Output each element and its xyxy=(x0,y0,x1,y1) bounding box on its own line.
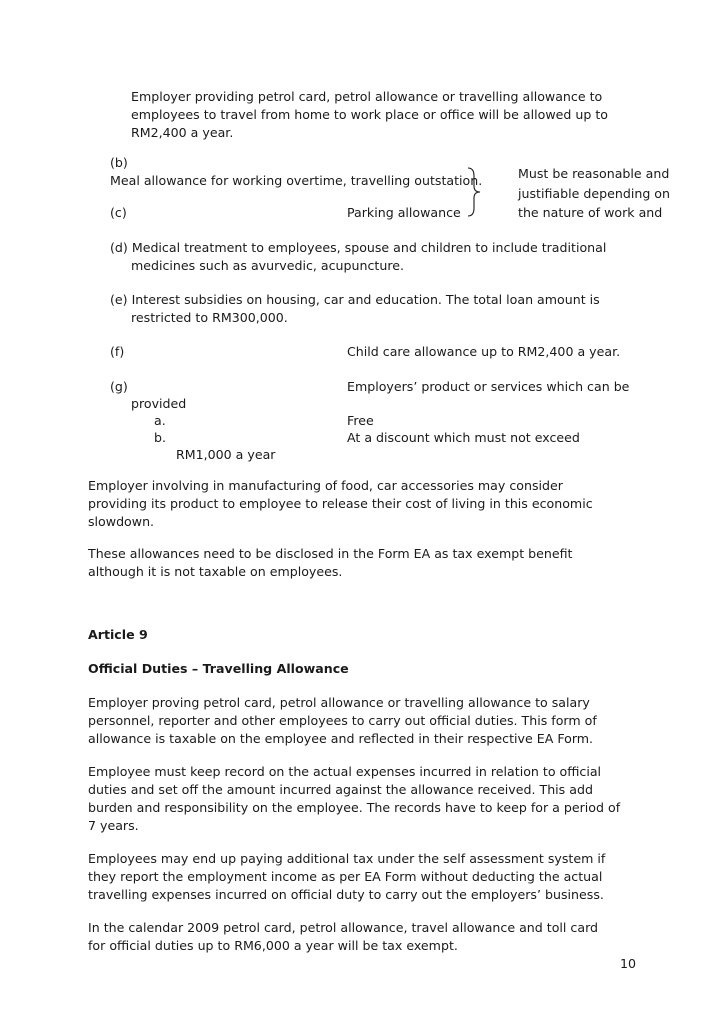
para-disclosure-line-1: These allowances need to be disclosed in the Form EA as tax exempt benefit xyxy=(88,546,573,561)
item-g-cont: provided xyxy=(131,396,187,411)
item-g-marker: (g) xyxy=(110,379,128,394)
item-g-sub-a-marker: a. xyxy=(154,413,166,428)
item-b-text: Meal allowance for working overtime, travelling outstation. xyxy=(110,173,483,188)
brace-note-line-3: the nature of work and xyxy=(518,205,663,220)
item-g-sub-b-cont: RM1,000 a year xyxy=(176,447,276,462)
item-g-text: Employers’ product or services which can be xyxy=(347,379,630,394)
brace-note-line-1: Must be reasonable and xyxy=(518,166,670,181)
para-official-line-3: allowance is taxable on the employee and reflected in their respective EA Form. xyxy=(88,731,594,746)
para-self-assessment-line-2: they report the employment income as per EA Form without deducting the actual xyxy=(88,869,603,884)
curly-brace xyxy=(464,166,484,218)
section-heading: Official Duties – Travelling Allowance xyxy=(88,661,349,676)
item-g-sub-b-marker: b. xyxy=(154,430,166,445)
intro-line-1: Employer providing petrol card, petrol allowance or travelling allowance to xyxy=(131,89,603,104)
item-e-line-2: restricted to RM300,000. xyxy=(131,310,288,325)
brace-note-line-2: justifiable depending on xyxy=(518,186,670,201)
para-records-line-4: 7 years. xyxy=(88,818,139,833)
item-g-sub-a-text: Free xyxy=(347,413,374,428)
page-number: 10 xyxy=(620,956,637,971)
para-manufacturing-line-1: Employer involving in manufacturing of food, car accessories may consider xyxy=(88,478,563,493)
para-manufacturing-line-2: providing its product to employee to release their cost of living in this economic xyxy=(88,496,593,511)
item-d-line-2: medicines such as avurvedic, acupuncture. xyxy=(131,258,404,273)
item-g-sub-b-text: At a discount which must not exceed xyxy=(347,430,580,445)
item-b-marker: (b) xyxy=(110,155,128,170)
intro-line-2: employees to travel from home to work place or office will be allowed up to xyxy=(131,107,609,122)
item-c-text: Parking allowance xyxy=(347,205,461,220)
para-2009-line-1: In the calendar 2009 petrol card, petrol allowance, travel allowance and toll card xyxy=(88,920,599,935)
para-self-assessment-line-3: travelling expenses incurred on official duty to carry out the employers’ business. xyxy=(88,887,604,902)
para-records-line-3: burden and responsibility on the employee. The records have to keep for a period of xyxy=(88,800,621,815)
para-records-line-2: duties and set off the amount incurred against the allowance received. This add xyxy=(88,782,593,797)
item-d-line-1: (d) Medical treatment to employees, spouse and children to include traditional xyxy=(110,240,607,255)
para-official-line-2: personnel, reporter and other employees to carry out official duties. This form of xyxy=(88,713,597,728)
item-f-marker: (f) xyxy=(110,344,125,359)
para-self-assessment-line-1: Employees may end up paying additional tax under the self assessment system if xyxy=(88,851,606,866)
item-c-marker: (c) xyxy=(110,205,127,220)
intro-line-3: RM2,400 a year. xyxy=(131,125,234,140)
para-disclosure-line-2: although it is not taxable on employees. xyxy=(88,564,343,579)
para-official-line-1: Employer proving petrol card, petrol allowance or travelling allowance to salary xyxy=(88,695,590,710)
item-f-text: Child care allowance up to RM2,400 a year. xyxy=(347,344,621,359)
item-e-line-1: (e) Interest subsidies on housing, car and education. The total loan amount is xyxy=(110,292,600,307)
para-2009-line-2: for official duties up to RM6,000 a year will be tax exempt. xyxy=(88,938,458,953)
para-records-line-1: Employee must keep record on the actual expenses incurred in relation to official xyxy=(88,764,602,779)
article-heading: Article 9 xyxy=(88,627,148,642)
para-manufacturing-line-3: slowdown. xyxy=(88,514,155,529)
